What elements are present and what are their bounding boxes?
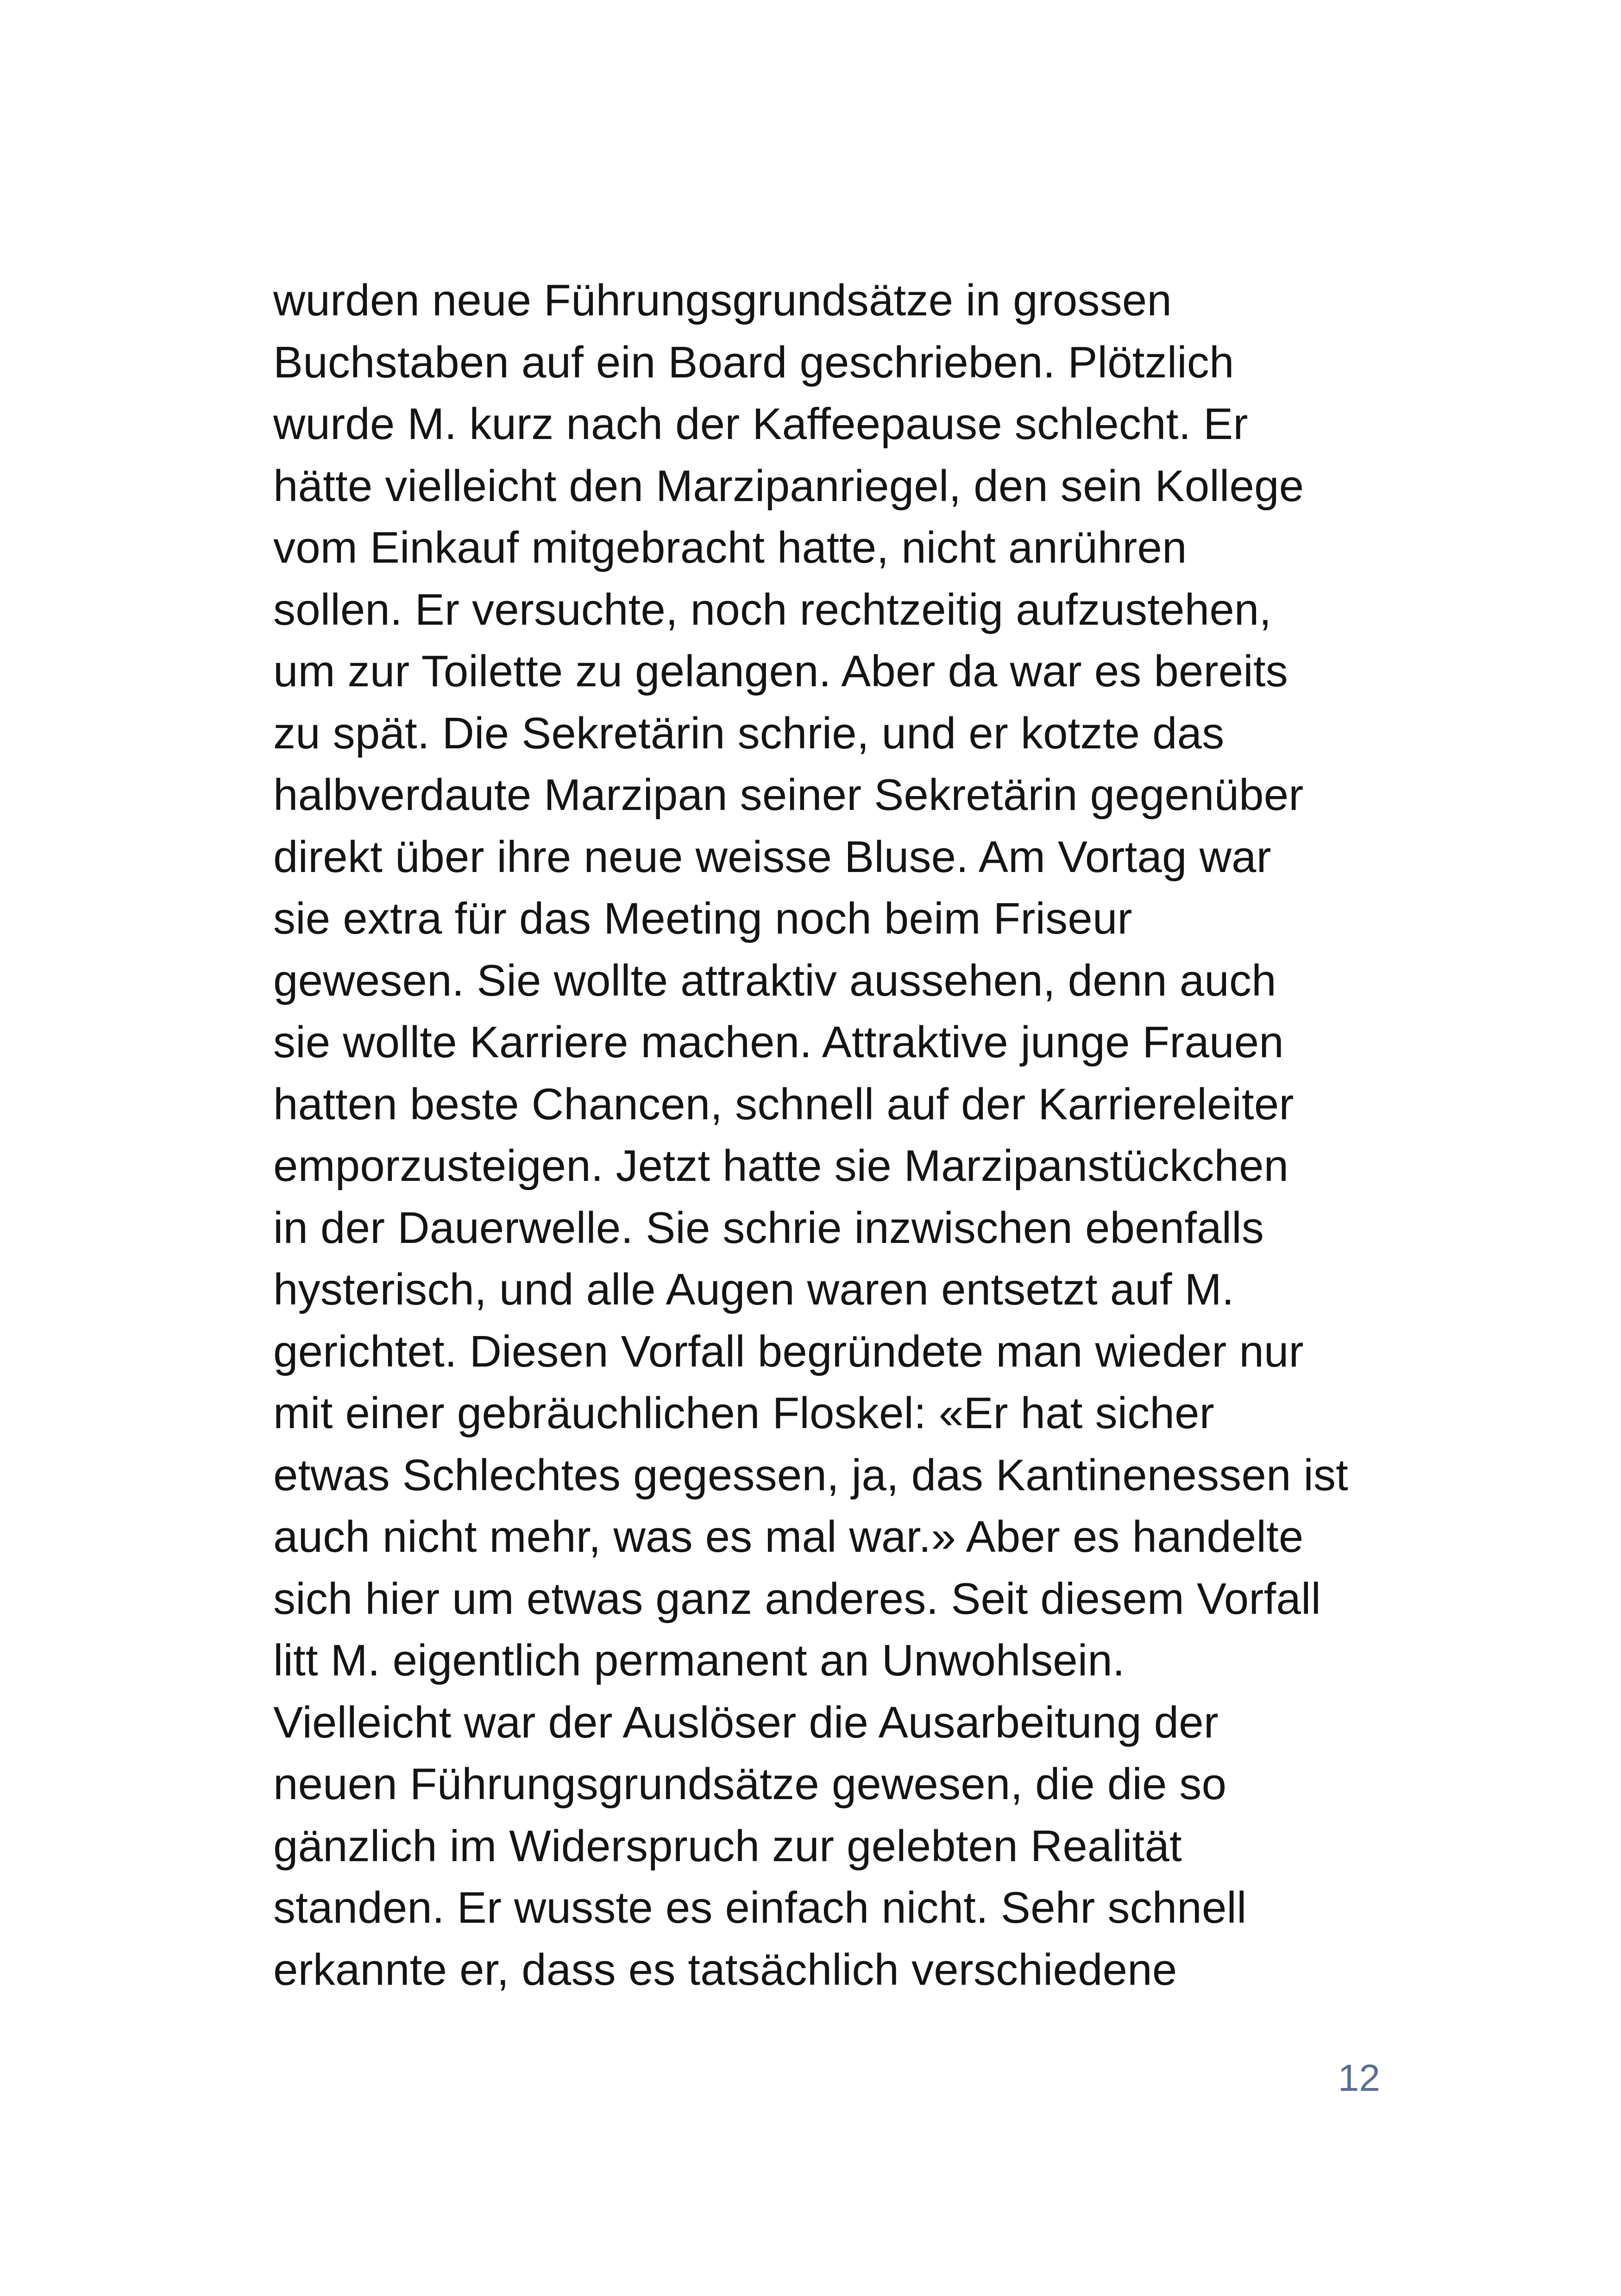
text-line: gänzlich im Widerspruch zur gelebten Realität: [273, 1821, 1182, 1871]
text-line: um zur Toilette zu gelangen. Aber da war es bereits: [273, 646, 1288, 696]
text-line: gerichtet. Diesen Vorfall begründete man wieder nur: [273, 1326, 1304, 1376]
text-line: erkannte er, dass es tatsächlich verschiedene: [273, 1945, 1177, 1995]
text-line: Vielleicht war der Auslöser die Ausarbeitung der: [273, 1697, 1219, 1747]
text-line: direkt über ihre neue weisse Bluse. Am Vortag war: [273, 832, 1271, 882]
text-line: litt M. eigentlich permanent an Unwohlsein.: [273, 1636, 1125, 1685]
text-line: in der Dauerwelle. Sie schrie inzwischen ebenfalls: [273, 1203, 1264, 1253]
page-number: 12: [1338, 2057, 1380, 2099]
text-line: hatten beste Chancen, schnell auf der Karriereleiter: [273, 1079, 1294, 1129]
text-line: sie wollte Karriere machen. Attraktive junge Frauen: [273, 1017, 1284, 1067]
text-line: wurden neue Führungsgrundsätze in grossen: [273, 276, 1172, 325]
text-line: neuen Führungsgrundsätze gewesen, die die so: [273, 1759, 1227, 1809]
text-line: gewesen. Sie wollte attraktiv aussehen, denn auch: [273, 955, 1276, 1005]
text-line: etwas Schlechtes gegessen, ja, das Kantinenessen ist: [273, 1450, 1349, 1500]
text-line: Buchstaben auf ein Board geschrieben. Plötzlich: [273, 337, 1234, 387]
text-line: wurde M. kurz nach der Kaffeepause schlecht. Er: [273, 399, 1248, 449]
text-line: sollen. Er versuchte, noch rechtzeitig aufzustehen,: [273, 584, 1272, 634]
text-line: mit einer gebräuchlichen Floskel: «Er hat sicher: [273, 1388, 1214, 1438]
body-text: [273, 270, 1394, 2001]
text-line: sich hier um etwas ganz anderes. Seit diesem Vorfall: [273, 1574, 1321, 1624]
text-line: sie extra für das Meeting noch beim Friseur: [273, 894, 1132, 943]
text-line: hätte vielleicht den Marzipanriegel, den sein Kollege: [273, 461, 1304, 511]
text-line: halbverdaute Marzipan seiner Sekretärin gegenüber: [273, 770, 1304, 820]
text-line: vom Einkauf mitgebracht hatte, nicht anrühren: [273, 523, 1187, 572]
text-line: zu spät. Die Sekretärin schrie, und er kotzte das: [273, 708, 1225, 758]
text-line: emporzusteigen. Jetzt hatte sie Marzipanstückchen: [273, 1141, 1289, 1191]
text-line: hysterisch, und alle Augen waren entsetzt auf M.: [273, 1265, 1234, 1314]
text-line: auch nicht mehr, was es mal war.» Aber es handelte: [273, 1512, 1304, 1562]
text-line: standen. Er wusste es einfach nicht. Sehr schnell: [273, 1883, 1247, 1932]
